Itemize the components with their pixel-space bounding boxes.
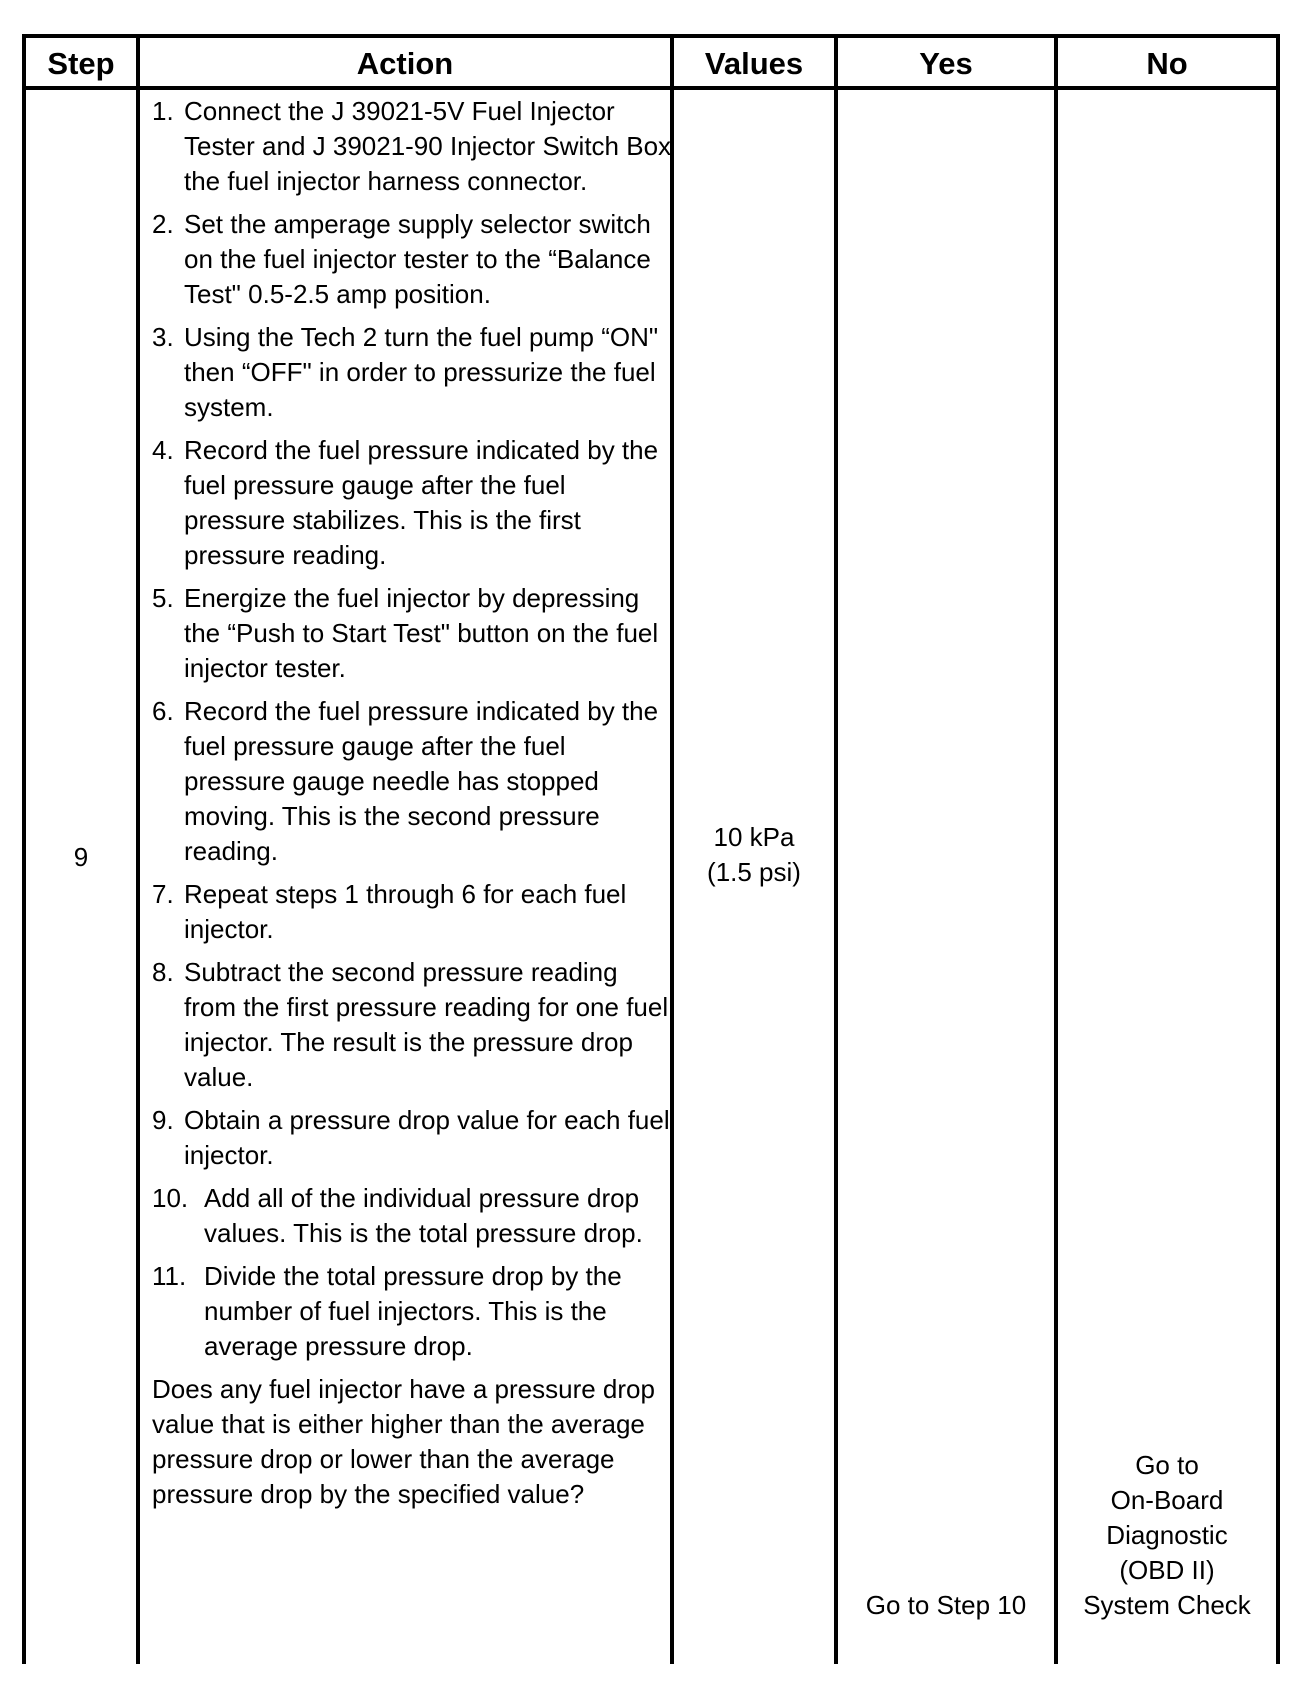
item-number: 11.: [152, 1261, 187, 1291]
list-item: [152, 320, 672, 425]
header-yes: Yes: [919, 46, 973, 81]
list-item: [152, 581, 672, 686]
no-line: System Check: [1083, 1590, 1251, 1620]
list-item: [152, 94, 672, 199]
values-line: 10 kPa: [713, 822, 795, 852]
list-item: [152, 207, 672, 312]
header-action: Action: [356, 46, 454, 81]
item-text: Set the amperage supply selector switch on the fuel injector tester to the “Balance Test" 0.5-2.5 amp position.: [184, 209, 651, 309]
item-number: 9.: [152, 1105, 174, 1135]
no-line: (OBD II): [1119, 1555, 1215, 1585]
no-cell: [1058, 1448, 1276, 1623]
no-line: Diagnostic: [1106, 1520, 1228, 1550]
item-text: Divide the total pressure drop by the number of fuel injectors. This is the average pressure drop.: [204, 1261, 622, 1361]
item-text: Energize the fuel injector by depressing the “Push to Start Test" button on the fuel injector tester.: [184, 583, 659, 683]
decision-question: Does any fuel injector have a pressure drop value that is either higher than the average pressure drop or lower than the average pressure drop by the specified value?: [152, 1374, 655, 1509]
item-number: 8.: [152, 957, 174, 987]
item-number: 5.: [152, 583, 174, 613]
column-divider-yes: [1054, 34, 1058, 1664]
item-text: Using the Tech 2 turn the fuel pump “ON" then “OFF" in order to pressurize the fuel system.: [184, 322, 659, 422]
item-number: 10.: [152, 1183, 189, 1213]
column-divider-values: [834, 34, 838, 1664]
item-text: Connect the J 39021-5V Fuel Injector Tester and J 39021-90 Injector Switch Box the fuel injector harness connector.: [184, 96, 672, 196]
item-text: Obtain a pressure drop value for each fuel injector.: [184, 1105, 670, 1170]
item-number: 6.: [152, 696, 174, 726]
list-item: [152, 1259, 672, 1364]
item-text: Record the fuel pressure indicated by the fuel pressure gauge after the fuel pressure gauge needle has stopped moving. This is the second pressure reading.: [184, 696, 659, 866]
item-number: 1.: [152, 96, 174, 126]
list-item: [152, 694, 672, 869]
header-values: Values: [704, 46, 804, 81]
item-text: Add all of the individual pressure drop values. This is the total pressure drop.: [204, 1183, 643, 1248]
item-text: Subtract the second pressure reading from the first pressure reading for one fuel injector. The result is the pressure drop value.: [184, 957, 669, 1092]
header-no: No: [1146, 46, 1188, 81]
column-divider-step: [136, 34, 140, 1664]
item-text: Repeat steps 1 through 6 for each fuel injector.: [184, 879, 627, 944]
item-number: 4.: [152, 435, 174, 465]
values-line: (1.5 psi): [707, 857, 801, 887]
no-line: Go to: [1135, 1450, 1199, 1480]
item-number: 7.: [152, 879, 174, 909]
list-item: [152, 877, 672, 947]
item-number: 3.: [152, 322, 174, 352]
list-item: [152, 1103, 672, 1173]
no-line: On-Board: [1110, 1485, 1224, 1515]
item-number: 2.: [152, 209, 174, 239]
yes-cell: Go to Step 10: [865, 1590, 1027, 1620]
header-step: Step: [47, 46, 115, 81]
list-item: [152, 1181, 672, 1251]
item-text: Record the fuel pressure indicated by the fuel pressure gauge after the fuel pressure stabilizes. This is the first pressure reading.: [184, 435, 659, 570]
list-item: [152, 433, 672, 573]
list-item: [152, 955, 672, 1095]
values-cell: [674, 820, 834, 890]
action-list: [152, 94, 672, 1512]
step-number: 9: [73, 842, 89, 872]
